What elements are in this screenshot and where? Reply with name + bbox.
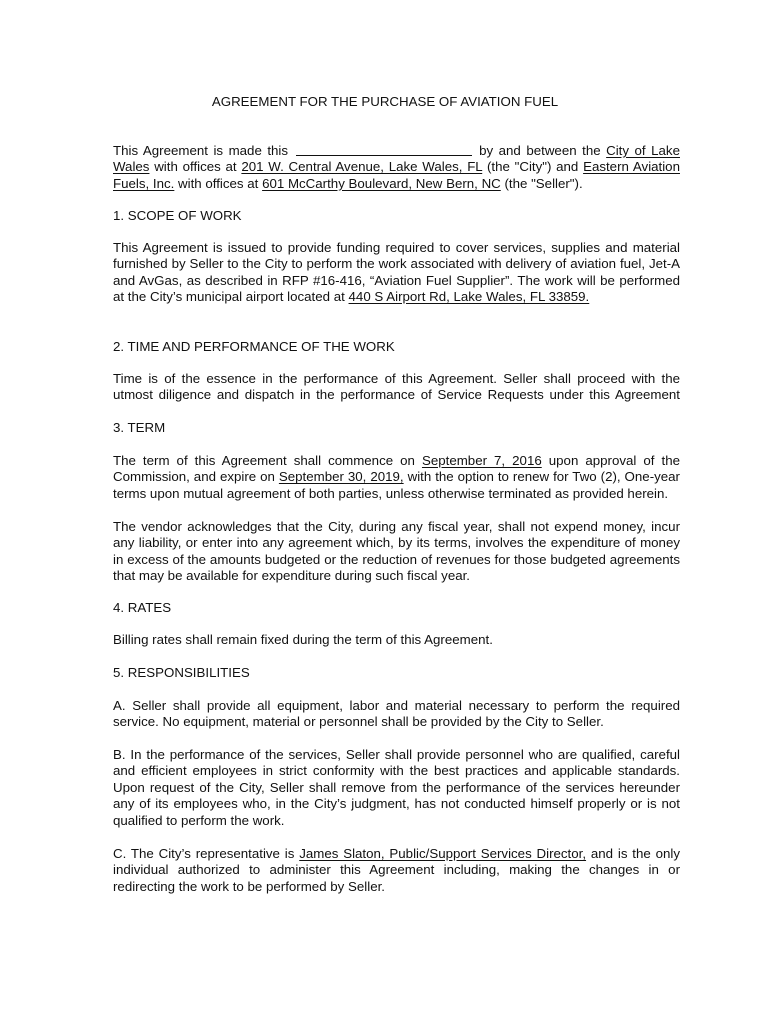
- rates-paragraph: Billing rates shall remain fixed during the term of this Agreement.: [113, 632, 493, 647]
- scope-text: This Agreement is issued to provide funding required to cover services, supplies and material furnished by Seller to the City to perform the work associated with delivery of aviation fuel, Jet-A and AvGas, as described in RFP #16-416, “Aviation Fuel Supplier”. The work will be performed at the City’s municipal airport located at: [113, 240, 680, 305]
- airport-address: 440 S Airport Rd, Lake Wales, FL 33859.: [348, 289, 590, 305]
- intro-text: with offices at: [178, 175, 259, 191]
- responsibility-b: B. In the performance of the services, Seller shall provide personnel who are qualified, careful and efficient employees in strict conformity with the best practices and applicable standards. Upon request of the City, Seller shall remove from the performance of the services hereunder any of its employees who, in the City’s judgment, has not conducted himself properly or is not qualified to perform the work.: [113, 747, 680, 828]
- term-end-date: September 30, 2019,: [278, 469, 404, 485]
- intro-text: (the "Seller").: [504, 175, 583, 191]
- term-start-date: September 7, 2016: [421, 453, 542, 468]
- section-heading: 5. RESPONSIBILITIES: [113, 665, 250, 680]
- intro-text: by and between the: [479, 143, 601, 158]
- city-name: City of Lake Wales: [113, 143, 680, 175]
- intro-text: with offices at: [154, 159, 237, 175]
- seller-name: Eastern Aviation Fuels, Inc.: [113, 159, 680, 191]
- term-paragraph: [113, 453, 680, 502]
- section-heading: 4. RATES: [113, 600, 172, 615]
- intro-text: (the "City") and: [486, 159, 579, 175]
- vendor-acknowledgement-paragraph: The vendor acknowledges that the City, during any fiscal year, shall not expend money, incur any liability, or enter into any agreement which, by its terms, involves the expenditure of money in excess of the amounts budgeted or the reduction of revenues for those budgeted agreements that may be available for expenditure during such fiscal year.: [113, 519, 680, 584]
- responsibility-c-text: and is the only individual authorized to administer this Agreement including, making the changes in or redirecting the work to be performed by Seller.: [113, 846, 681, 894]
- intro-paragraph: [113, 143, 680, 192]
- city-address: 201 W. Central Avenue, Lake Wales, FL: [241, 159, 483, 175]
- responsibility-c: [113, 846, 680, 895]
- scope-paragraph: [113, 240, 680, 306]
- term-text: with the option to renew for Two (2), One-year terms upon mutual agreement of both parties, unless otherwise terminated as provided herein.: [113, 469, 680, 501]
- section-heading: 2. TIME AND PERFORMANCE OF THE WORK: [113, 339, 395, 354]
- document-title: AGREEMENT FOR THE PURCHASE OF AVIATION FUEL: [211, 94, 559, 109]
- responsibility-c-text: C. The City’s representative is: [113, 846, 295, 861]
- time-performance-paragraph: Time is of the essence in the performance of this Agreement. Seller shall proceed with the utmost diligence and dispatch in the performance of Service Requests under this Agreement: [113, 371, 680, 403]
- section-heading: 1. SCOPE OF WORK: [113, 208, 242, 223]
- intro-text: This Agreement is made this: [113, 143, 289, 158]
- responsibility-a: A. Seller shall provide all equipment, labor and material necessary to perform the required service. No equipment, material or personnel shall be provided by the City to Seller.: [113, 698, 680, 730]
- date-blank-line: [296, 143, 472, 156]
- term-text: The term of this Agreement shall commence on: [113, 453, 415, 468]
- city-representative: James Slaton, Public/Support Services Director,: [299, 846, 587, 861]
- term-text: upon approval of the Commission, and expire on: [113, 453, 680, 485]
- seller-address: 601 McCarthy Boulevard, New Bern, NC: [262, 175, 501, 191]
- section-heading: 3. TERM: [113, 420, 166, 435]
